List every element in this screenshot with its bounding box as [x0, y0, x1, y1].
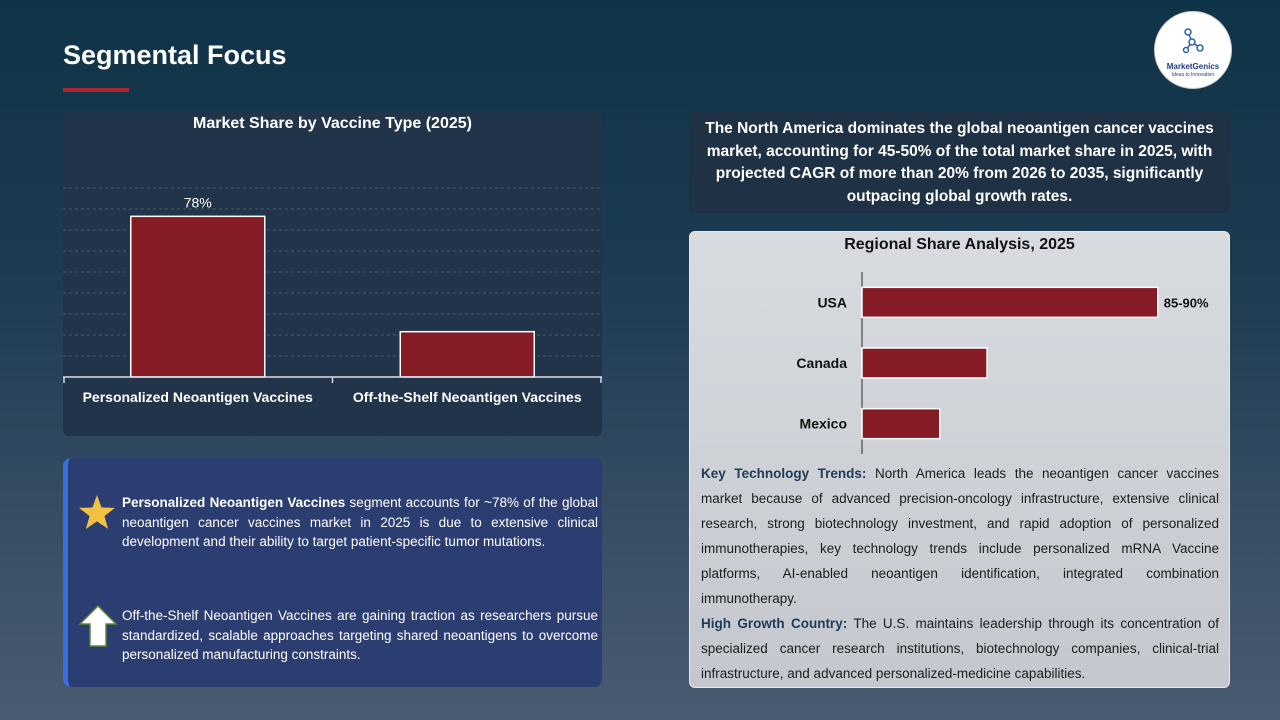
key-trends-body: North America leads the neoantigen cancer vaccines market because of advanced precision-oncology infrastructure, extensive clinical research, strong biotechnology investment, and rapid adoption of personalized immunotherapies, key technology trends include personalized mRNA Vaccine platforms, AI-enabled neoantigen identification, integrated combination immunotherapy.: [701, 466, 1220, 606]
data-label: 85-90%: [1163, 295, 1209, 311]
star-icon: [78, 494, 116, 532]
logo-tagline: Ideas to Innovation: [1171, 72, 1215, 78]
title-underline: [63, 88, 129, 92]
growth-country-body: The U.S. maintains leadership through its concentration of specialized cancer research institutions, biotechnology companies, clinical-trial infrastructure, and advanced personalized-medicine capabilities.: [701, 616, 1220, 681]
data-label: 78%: [183, 194, 212, 211]
bar: [862, 287, 1158, 317]
personalized-insight-heading: Personalized Neoantigen Vaccines: [122, 495, 346, 510]
bar: [131, 216, 265, 377]
vaccine-type-bar-chart: [63, 111, 602, 436]
x-tick-label: Off-the-Shelf Neoantigen Vaccines: [352, 389, 582, 405]
chart-title: Regional Share Analysis, 2025: [844, 236, 1075, 253]
chart-title: Market Share by Vaccine Type (2025): [193, 115, 472, 132]
company-logo: [1154, 11, 1232, 89]
vaccine-type-chart-panel: [63, 111, 602, 436]
personalized-insight-text: [122, 493, 598, 552]
key-trends-label: Key Technology Trends:: [701, 466, 867, 481]
bar: [862, 348, 987, 378]
up-arrow-icon: [78, 604, 118, 648]
off-the-shelf-insight-text: Off-the-Shelf Neoantigen Vaccines are gaining traction as researchers pursue standardized, scalable approaches targeting shared neoantigens to overcome personalized manufacturing constraints.: [122, 608, 598, 662]
personalized-insight-body: segment accounts for ~78% of the global neoantigen cancer vaccines market in 2025 is due to extensive clinical development and their ability to target patient-specific tumor mutations.: [122, 495, 599, 549]
x-tick-label: Personalized Neoantigen Vaccines: [82, 389, 313, 405]
segment-insights-panel: [63, 458, 602, 687]
bar: [400, 332, 534, 377]
technology-trends-text: [701, 461, 1219, 686]
y-tick-label: USA: [817, 294, 847, 311]
regional-analysis-panel: [689, 231, 1230, 688]
regional-share-bar-chart: [690, 232, 1229, 457]
y-tick-label: Canada: [796, 355, 847, 371]
y-tick-label: Mexico: [799, 415, 847, 432]
molecule-icon: [1182, 28, 1204, 54]
growth-country-label: High Growth Country:: [701, 616, 848, 631]
logo-brand: MarketGenics: [1166, 62, 1220, 71]
bar: [862, 409, 940, 439]
north-america-summary: The North America dominates the global neoantigen cancer vaccines market, accounting for 45-50% of the total market share in 2025, with projected CAGR of more than 20% from 2026 to 2035, significantly outpacing global growth rates.: [689, 111, 1230, 213]
page-title: Segmental Focus: [63, 40, 287, 70]
